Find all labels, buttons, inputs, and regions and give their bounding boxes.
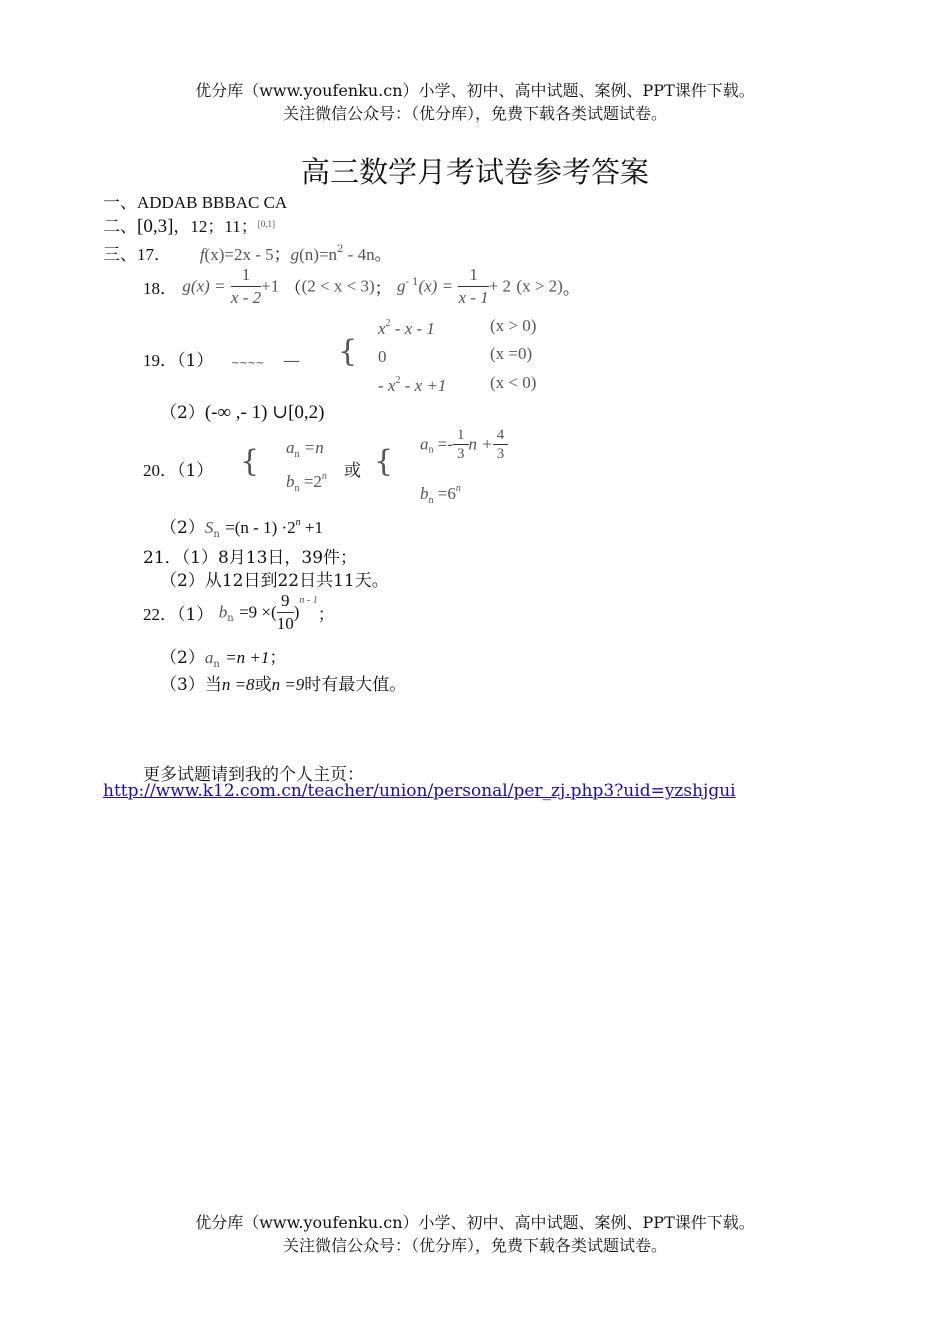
q21-line-1: 21．（1）8月13日，39件； xyxy=(143,548,358,568)
q20-part-2: （2） xyxy=(160,518,205,538)
q18-ginv-arg: (x) = xyxy=(418,276,454,296)
q18-cond-1: (2 < x < 3) xyxy=(301,276,375,296)
q20-or: 或 xyxy=(344,461,361,481)
q19-part-2-line xyxy=(160,398,325,424)
q18-cond-1-open: （ xyxy=(284,279,302,299)
q18-frac-2-num: 1 xyxy=(458,264,488,287)
q17-g-exp: 2 xyxy=(337,244,344,255)
q20-sys-2-b: $b_n =6^n$ xyxy=(420,483,461,506)
homepage-link[interactable]: http://www.k12.com.cn/teacher/union/personal/per_zj.php3?uid=yzshjgui xyxy=(103,781,736,801)
q22-number: 22． xyxy=(143,605,177,624)
q17-g-name: g xyxy=(290,245,300,264)
q19-number: 19． xyxy=(143,351,177,370)
q17-sep: ； xyxy=(273,245,291,265)
q19-case-1-cond: (x > 0) xyxy=(490,316,537,335)
section-2-answer-2: 12 xyxy=(190,217,208,236)
q22-line-3: （3）当n =8或n =9时有最大值。 xyxy=(160,675,407,695)
q19-number-line xyxy=(143,346,300,371)
page-title: 高三数学月考试卷参考答案 xyxy=(300,155,649,189)
q19-case-2-cond: (x =0) xyxy=(490,344,533,363)
more-exams-note: 更多试题请到我的个人主页： xyxy=(143,765,364,785)
q22-part-1: （1） xyxy=(177,605,214,625)
q18-ginv-exp: - 1 xyxy=(405,277,419,288)
q20-brace-2-icon: { xyxy=(374,444,394,479)
q18-frac-1-den: x - 2 xyxy=(230,288,262,307)
q22-frac: $\frac{9}{10}$ xyxy=(276,591,294,633)
q20-frac-1: $\frac{1}{3}$ xyxy=(453,426,469,463)
q17-f-rhs: =2x - 5 xyxy=(224,245,274,264)
section-2-label: 二、 xyxy=(103,217,137,237)
q17-g-rhs-b: - 4n xyxy=(343,245,375,264)
q19-dash: — xyxy=(283,351,301,371)
q20-number-line xyxy=(143,456,213,481)
q17-line xyxy=(103,240,392,265)
q20-part-1: （1） xyxy=(177,461,214,481)
q22-line-1: 22．（1） $b_n =9$ ×( $\frac{9}{10}$ )$^{n - 1}$； xyxy=(143,591,335,633)
q20-sys-1-b: $b_n =2^n$ xyxy=(286,471,327,494)
q18-number: 18． xyxy=(143,279,177,298)
q19-answer-2: (-∞ ,- 1) ∪[0,2) xyxy=(204,402,325,423)
section-1 xyxy=(103,188,287,213)
section-2 xyxy=(103,212,275,238)
q18-plus-1: +1 xyxy=(261,276,280,296)
q18-plus-2: + 2 xyxy=(488,276,512,296)
section-2-answer-1: [0,3] xyxy=(137,216,174,237)
q22-line-2: $(2)a_n =n +1$； xyxy=(160,648,287,670)
q17-number: 17． xyxy=(137,245,171,264)
q21-line-2: （2）从12日到22日共11天。 xyxy=(160,571,389,591)
section-1-label: 一、 xyxy=(103,193,137,213)
q20-sys-2-a: $a_n$ =- $\frac{1}{3}$ n + $\frac{4}{3}$ xyxy=(420,426,508,463)
q17-f-arg: (x) xyxy=(204,245,225,264)
q19-scribble: ~~~~ xyxy=(230,356,264,369)
q18-ginv: g xyxy=(397,276,406,296)
section-1-answers: ADDAB BBBAC CA xyxy=(137,193,288,212)
q18-frac-2 xyxy=(458,264,488,309)
section-2-sep-2: ； xyxy=(207,217,225,237)
q19-part-1: （1） xyxy=(177,351,214,371)
header-line-1: 优分库（www.youfenku.cn）小学、初中、高中试题、案例、PPT课件下载。 xyxy=(195,81,755,100)
q19-case-2-expr: 0 xyxy=(378,347,387,366)
section-2-sep-1: ， xyxy=(173,217,191,237)
q18-end: 。 xyxy=(562,279,580,299)
q20-number: 20． xyxy=(143,461,177,480)
q17-f-name: f xyxy=(199,245,205,264)
q18-g: g(x) = xyxy=(182,276,226,296)
q18-sep: ； xyxy=(374,279,392,299)
q18-frac-1 xyxy=(231,264,261,309)
q17-g-rhs-a: =n xyxy=(318,245,338,264)
q19-case-1-expr: $x^2$ - x - 1 xyxy=(378,318,435,338)
q19-brace-icon: { xyxy=(338,334,358,369)
q17-end: 。 xyxy=(374,245,392,265)
q18-frac-1-num: 1 xyxy=(231,264,261,287)
section-3-label: 三、 xyxy=(103,245,137,265)
q20-sys-1-a: $a_n =n$ xyxy=(286,438,324,460)
q20-part-2-line: $(2)S_n =(n - 1) \cdot 2^n +1$ xyxy=(160,517,324,540)
q19-part-2: （2） xyxy=(160,403,205,423)
section-2-answer-3: 11 xyxy=(224,217,241,236)
section-2-answer-4: [0,1] xyxy=(257,219,276,229)
header-line-2: 关注微信公众号：（优分库），免费下载各类试题试卷。 xyxy=(282,104,667,123)
footer-line-2: 关注微信公众号：（优分库），免费下载各类试题试卷。 xyxy=(282,1236,667,1255)
q20-frac-2: $\frac{4}{3}$ xyxy=(493,426,509,463)
q19-case-3-cond: (x < 0) xyxy=(490,373,537,392)
q18-line xyxy=(143,264,580,309)
footer-line-1: 优分库（www.youfenku.cn）小学、初中、高中试题、案例、PPT课件下载。 xyxy=(195,1213,755,1232)
q18-cond-2: (x > 2) xyxy=(516,276,563,296)
q20-brace-1-icon: { xyxy=(240,444,260,479)
q18-frac-2-den: x - 1 xyxy=(458,288,489,307)
section-2-sep-3: ； xyxy=(240,217,258,237)
q19-case-3-expr: - $x^2 - x +1$ xyxy=(378,375,447,395)
q17-g-arg: (n) xyxy=(299,245,319,264)
